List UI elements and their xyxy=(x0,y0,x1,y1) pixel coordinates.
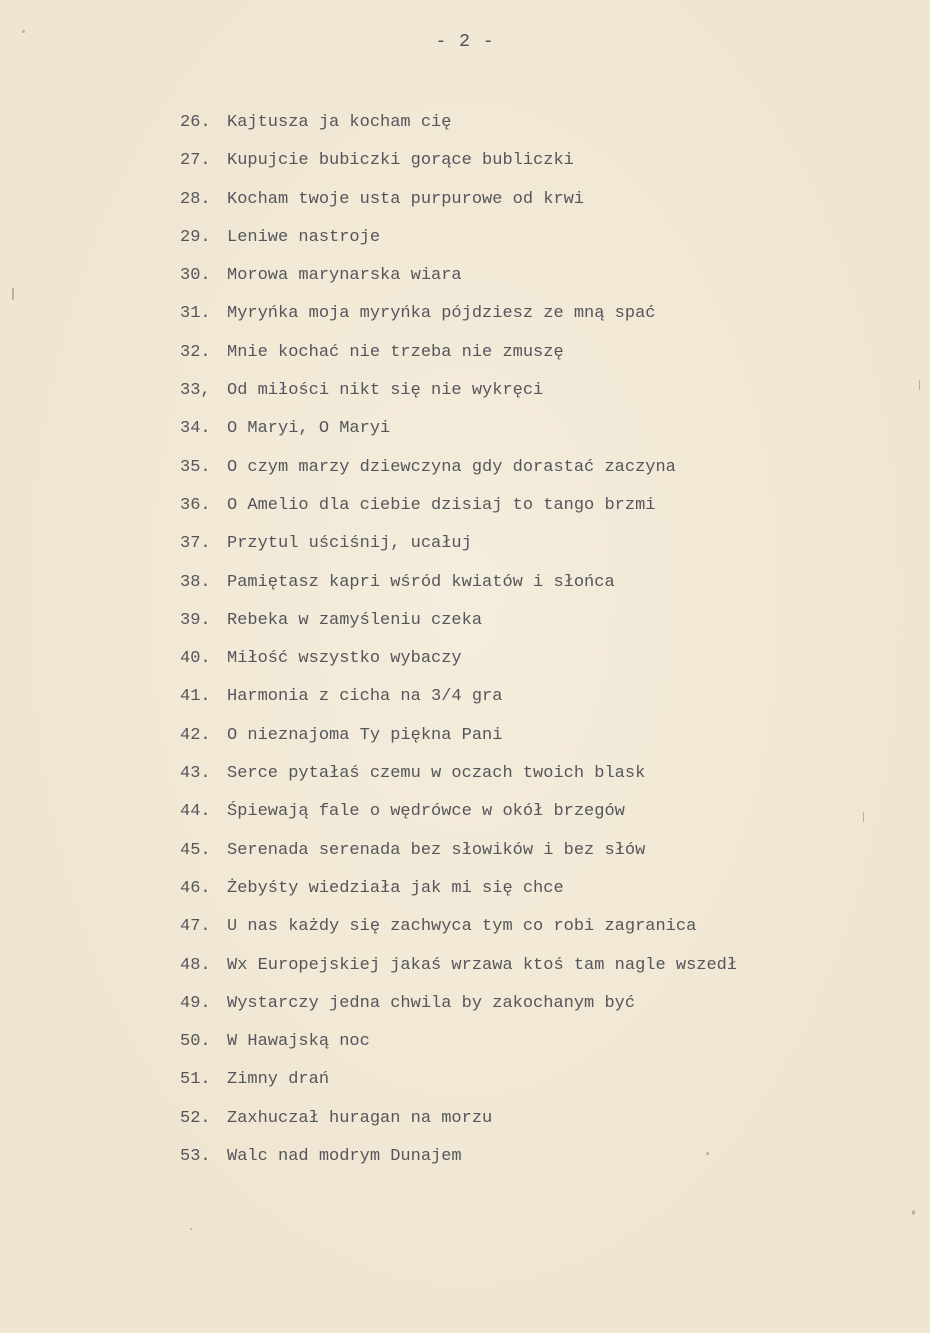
song-title: Rebeka w zamyśleniu czeka xyxy=(227,610,483,630)
song-title: O Amelio dla ciebie dzisiaj to tango brzmi xyxy=(227,495,656,515)
song-item xyxy=(180,838,737,876)
song-item xyxy=(180,340,737,378)
song-item xyxy=(180,570,737,608)
song-title: O nieznajoma Ty piękna Pani xyxy=(227,725,503,745)
paper-speck xyxy=(863,812,864,822)
song-title: Kocham twoje usta purpurowe od krwi xyxy=(227,189,585,209)
song-number: 52. xyxy=(180,1108,211,1128)
song-title: U nas każdy się zachwyca tym co robi zagranica xyxy=(227,917,697,937)
song-item xyxy=(180,1029,737,1067)
paper-speck xyxy=(706,1152,709,1155)
song-item xyxy=(180,646,737,684)
song-number: 49. xyxy=(180,993,211,1013)
song-title: W Hawajską noc xyxy=(227,1032,370,1052)
song-item xyxy=(180,1067,737,1105)
song-number: 50. xyxy=(180,1032,211,1052)
song-item xyxy=(180,953,737,991)
song-title: Żebyśty wiedziała jak mi się chce xyxy=(227,878,564,898)
paper-speck xyxy=(190,1228,192,1230)
song-title: Harmonia z cicha na 3/4 gra xyxy=(227,687,503,707)
song-item xyxy=(180,914,737,952)
song-title: Przytul uściśnij, ucałuj xyxy=(227,534,472,554)
song-item xyxy=(180,455,737,493)
paper-speck xyxy=(12,288,14,300)
song-title: Wx Europejskiej jakaś wrzawa ktoś tam nagle wszedł xyxy=(227,955,738,975)
song-item xyxy=(180,799,737,837)
song-title: Myryńka moja myryńka pójdziesz ze mną spać xyxy=(227,304,656,324)
song-item xyxy=(180,378,737,416)
song-number: 45. xyxy=(180,840,211,860)
song-title: Mnie kochać nie trzeba nie zmuszę xyxy=(227,342,564,362)
song-item xyxy=(180,225,737,263)
song-item xyxy=(180,876,737,914)
page-number: - 2 - xyxy=(435,32,495,52)
song-number: 44. xyxy=(180,802,211,822)
song-number: 53. xyxy=(180,1147,211,1167)
song-title: Kajtusza ja kocham cię xyxy=(227,113,452,132)
paper-speck xyxy=(919,380,920,390)
song-item xyxy=(180,148,737,186)
song-title: O czym marzy dziewczyna gdy dorastać zaczyna xyxy=(227,457,676,477)
song-number: 29. xyxy=(180,227,211,247)
song-title: Wystarczy jedna chwila by zakochanym być xyxy=(227,993,636,1013)
song-item xyxy=(180,761,737,799)
song-number: 30. xyxy=(180,266,211,286)
song-number: 38. xyxy=(180,572,211,592)
song-title: Zaxhuczał huragan na morzu xyxy=(227,1108,493,1128)
song-number: 42. xyxy=(180,725,211,745)
paper-speck xyxy=(912,1210,915,1215)
song-title: Kupujcie bubiczki gorące bubliczki xyxy=(227,151,574,171)
song-item xyxy=(180,110,737,148)
song-item xyxy=(180,263,737,301)
song-title: Miłość wszystko wybaczy xyxy=(227,649,462,669)
song-list xyxy=(180,110,737,1182)
song-title: Od miłości nikt się nie wykręci xyxy=(227,381,544,401)
song-number: 28. xyxy=(180,189,211,209)
song-item xyxy=(180,1106,737,1144)
song-number: 48. xyxy=(180,955,211,975)
song-item xyxy=(180,493,737,531)
song-item xyxy=(180,608,737,646)
song-title: Walc nad modrym Dunajem xyxy=(227,1147,462,1167)
song-number: 26. xyxy=(180,113,211,132)
song-item xyxy=(180,301,737,339)
song-item xyxy=(180,187,737,225)
song-number: 31. xyxy=(180,304,211,324)
song-number: 43. xyxy=(180,764,211,784)
song-number: 47. xyxy=(180,917,211,937)
song-number: 34. xyxy=(180,419,211,439)
song-title: Serce pytałaś czemu w oczach twoich blask xyxy=(227,764,646,784)
paper-speck xyxy=(22,30,25,33)
song-title: Śpiewają fale o wędrówce w okół brzegów xyxy=(227,802,625,822)
song-item xyxy=(180,991,737,1029)
song-number: 35. xyxy=(180,457,211,477)
song-item xyxy=(180,1144,737,1182)
song-number: 32. xyxy=(180,342,211,362)
song-title: O Maryi, O Maryi xyxy=(227,419,391,439)
song-item xyxy=(180,684,737,722)
song-item xyxy=(180,416,737,454)
song-number: 36. xyxy=(180,495,211,515)
song-number: 41. xyxy=(180,687,211,707)
song-number: 46. xyxy=(180,878,211,898)
song-item xyxy=(180,531,737,569)
song-title: Zimny drań xyxy=(227,1070,330,1090)
song-number: 33, xyxy=(180,381,211,401)
song-title: Serenada serenada bez słowików i bez słów xyxy=(227,840,646,860)
song-number: 40. xyxy=(180,649,211,669)
song-number: 39. xyxy=(180,610,211,630)
song-number: 51. xyxy=(180,1070,211,1090)
song-title: Pamiętasz kapri wśród kwiatów i słońca xyxy=(227,572,615,592)
song-number: 37. xyxy=(180,534,211,554)
song-item xyxy=(180,723,737,761)
song-number: 27. xyxy=(180,151,211,171)
song-title: Morowa marynarska wiara xyxy=(227,266,462,286)
song-title: Leniwe nastroje xyxy=(227,227,381,247)
